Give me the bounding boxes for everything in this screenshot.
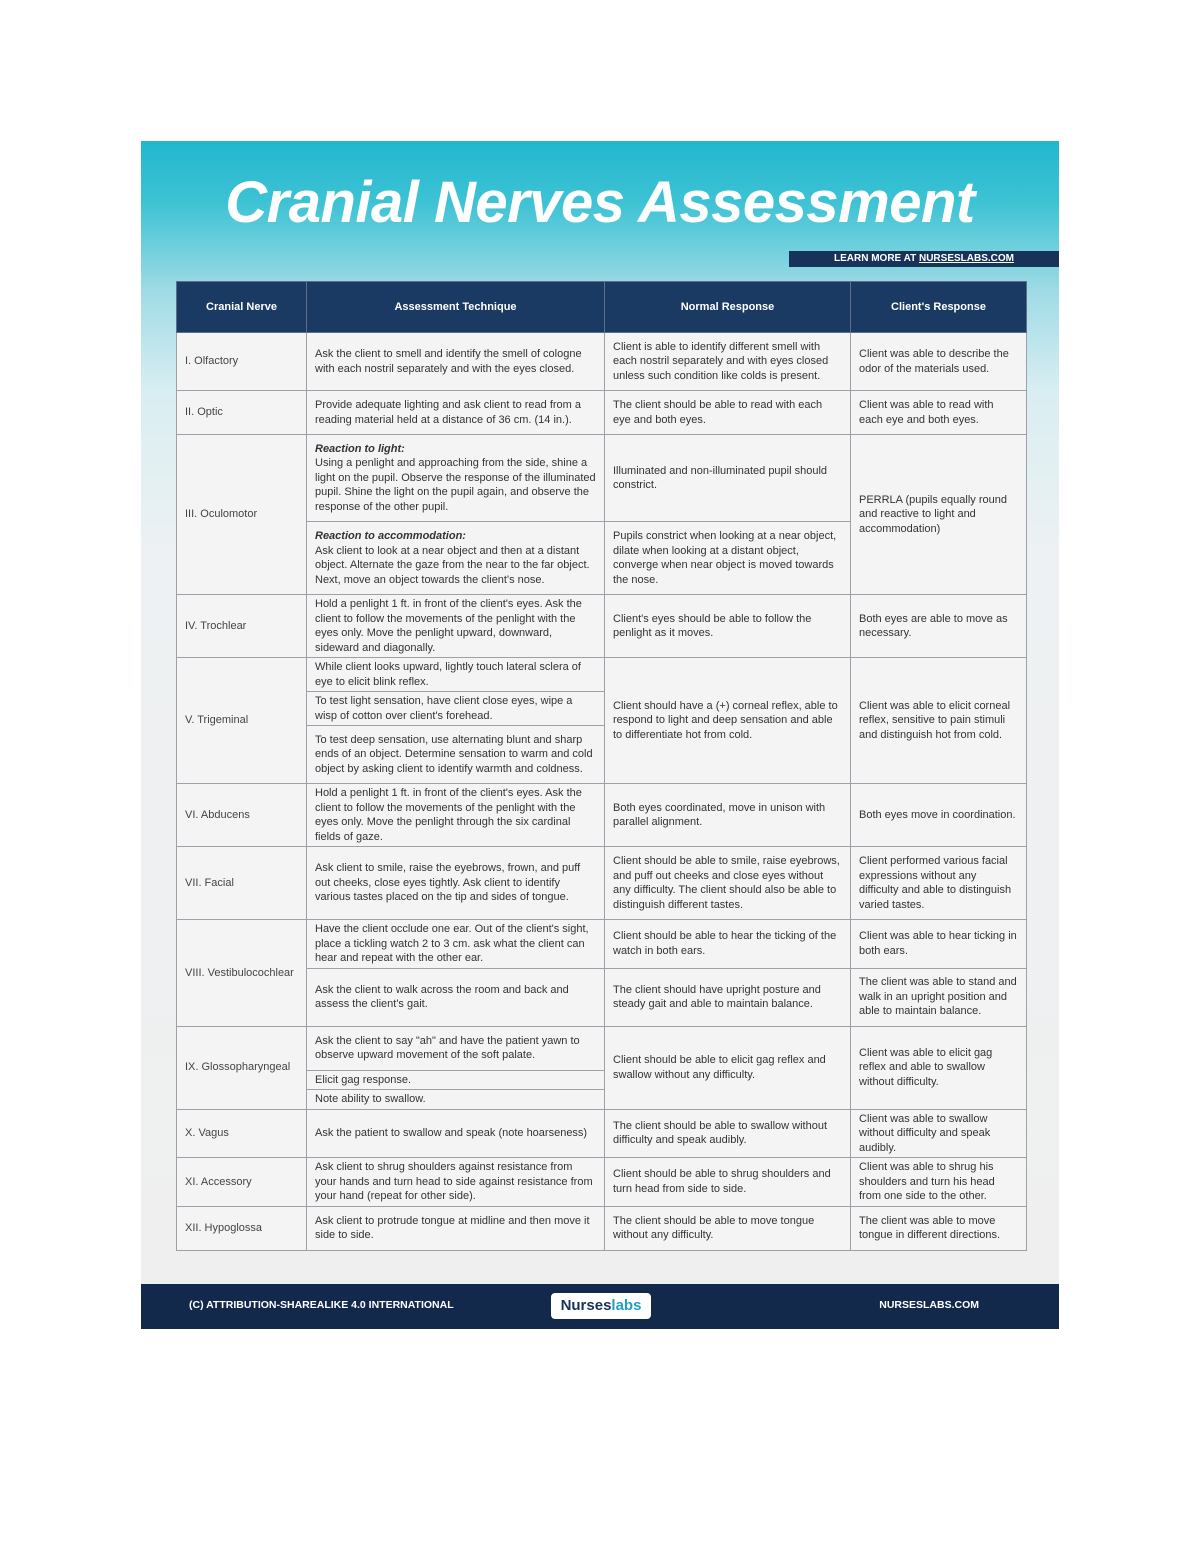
technique-cell: Have the client occlude one ear. Out of the client's sight, place a tickling watch 2 to 3 cm. ask what the client can hear and repeat with the other ear. [307, 920, 605, 969]
nerve-name: XI. Accessory [177, 1158, 307, 1207]
technique-cell: Hold a penlight 1 ft. in front of the client's eyes. Ask the client to follow the movements of the penlight with the eyes only. Move the penlight through the six cardinal fields of gaze. [307, 784, 605, 847]
technique-cell: To test light sensation, have client close eyes, wipe a wisp of cotton over client's forehead. [307, 692, 605, 726]
technique-text: Ask client to look at a near object and then at a distant object. Alternate the gaze from the near to the far object. Next, move an object towards the client's nose. [315, 544, 590, 586]
normal-response-cell: The client should be able to move tongue without any difficulty. [605, 1206, 851, 1250]
normal-response-cell: Client should be able to shrug shoulders and turn head from side to side. [605, 1158, 851, 1207]
nerve-name: XII. Hypoglossa [177, 1206, 307, 1250]
nerve-name: V. Trigeminal [177, 658, 307, 784]
nerve-name: IV. Trochlear [177, 595, 307, 658]
technique-cell: Note ability to swallow. [307, 1090, 605, 1110]
table-row [177, 1158, 1027, 1207]
normal-response-cell: Client should be able to smile, raise eyebrows, and puff out cheeks and close eyes without any difficulty. The client should also be able to distinguish different tastes. [605, 847, 851, 920]
client-response-cell: PERRLA (pupils equally round and reactive to light and accommodation) [851, 435, 1027, 595]
table-row [177, 658, 1027, 692]
client-response-cell: Client was able to read with each eye and both eyes. [851, 391, 1027, 435]
normal-response-cell: Pupils constrict when looking at a near object, dilate when looking at a distant object, converge when near object is moved towards the nose. [605, 522, 851, 595]
technique-subheading: Reaction to light: [315, 442, 405, 455]
nerve-name: III. Oculomotor [177, 435, 307, 595]
client-response-cell: Client performed various facial expressions without any difficulty and able to distinguish varied tastes. [851, 847, 1027, 920]
nerve-name: VII. Facial [177, 847, 307, 920]
table-row [177, 435, 1027, 522]
nurseslabs-logo[interactable] [551, 1293, 651, 1319]
technique-cell: Elicit gag response. [307, 1070, 605, 1090]
technique-cell: Ask client to protrude tongue at midline and then move it side to side. [307, 1206, 605, 1250]
cranial-nerves-table [176, 281, 1027, 1251]
nerve-name: X. Vagus [177, 1109, 307, 1158]
table-row [177, 920, 1027, 969]
technique-cell: Hold a penlight 1 ft. in front of the client's eyes. Ask the client to follow the movements of the penlight with the eyes only. Move the penlight upward, downward, sideward and diagonally. [307, 595, 605, 658]
nerve-name: I. Olfactory [177, 333, 307, 391]
client-response-cell: Both eyes move in coordination. [851, 784, 1027, 847]
technique-subheading: Reaction to accommodation: [315, 530, 466, 542]
column-header: Client's Response [851, 282, 1027, 333]
normal-response-cell: Client's eyes should be able to follow the penlight as it moves. [605, 595, 851, 658]
client-response-cell: Client was able to swallow without difficulty and speak audibly. [851, 1109, 1027, 1158]
footer-bar [141, 1284, 1059, 1329]
license-text: (C) ATTRIBUTION-SHAREALIKE 4.0 INTERNATIONAL [189, 1299, 454, 1311]
footer-site-link[interactable]: NURSESLABS.COM [879, 1299, 979, 1311]
column-header: Cranial Nerve [177, 282, 307, 333]
normal-response-cell: Both eyes coordinated, move in unison with parallel alignment. [605, 784, 851, 847]
normal-response-cell: Illuminated and non-illuminated pupil should constrict. [605, 435, 851, 522]
client-response-cell: Client was able to elicit corneal reflex, sensitive to pain stimuli and distinguish hot from cold. [851, 658, 1027, 784]
table-row [177, 1026, 1027, 1070]
logo-wordmark [553, 1295, 649, 1317]
logo-part-labs: labs [611, 1297, 642, 1314]
normal-response-cell: Client should have a (+) corneal reflex, able to respond to light and deep sensation and able to differentiate hot from cold. [605, 658, 851, 784]
technique-cell: Ask the client to smell and identify the smell of cologne with each nostril separately and with the eyes closed. [307, 333, 605, 391]
table-row [177, 391, 1027, 435]
nerve-name: II. Optic [177, 391, 307, 435]
technique-cell: To test deep sensation, use alternating blunt and sharp ends of an object. Determine sensation to warm and cold object by asking client to identify warmth and coldness. [307, 726, 605, 784]
normal-response-cell: The client should be able to swallow without difficulty and speak audibly. [605, 1109, 851, 1158]
technique-cell: Ask client to smile, raise the eyebrows, frown, and puff out cheeks, close eyes tightly. Ask client to identify various tastes placed on the tip and sides of tongue. [307, 847, 605, 920]
learn-more-prefix: LEARN MORE AT [833, 253, 919, 264]
client-response-cell: Client was able to elicit gag reflex and able to swallow without difficulty. [851, 1026, 1027, 1109]
technique-cell [307, 522, 605, 595]
table-header-row [177, 282, 1027, 333]
normal-response-cell: Client should be able to hear the ticking of the watch in both ears. [605, 920, 851, 969]
client-response-cell: Client was able to hear ticking in both ears. [851, 920, 1027, 969]
client-response-cell: Client was able to shrug his shoulders and turn his head from one side to the other. [851, 1158, 1027, 1207]
normal-response-cell: The client should have upright posture and steady gait and able to maintain balance. [605, 968, 851, 1026]
table-row [177, 1109, 1027, 1158]
learn-more-banner[interactable] [789, 251, 1059, 267]
column-header: Normal Response [605, 282, 851, 333]
nerve-name: VIII. Vestibulocochlear [177, 920, 307, 1027]
logo-part-nurses: Nurses [560, 1297, 612, 1314]
technique-cell: Provide adequate lighting and ask client to read from a reading material held at a distance of 36 cm. (14 in.). [307, 391, 605, 435]
table-row [177, 333, 1027, 391]
table-row [177, 784, 1027, 847]
page-title: Cranial Nerves Assessment [225, 170, 975, 235]
technique-cell [307, 435, 605, 522]
normal-response-cell: Client should be able to elicit gag reflex and swallow without any difficulty. [605, 1026, 851, 1109]
technique-cell: Ask the client to say "ah" and have the patient yawn to observe upward movement of the soft palate. [307, 1026, 605, 1070]
client-response-cell: The client was able to stand and walk in an upright position and able to maintain balance. [851, 968, 1027, 1026]
technique-cell: Ask the patient to swallow and speak (note hoarseness) [307, 1109, 605, 1158]
client-response-cell: Both eyes are able to move as necessary. [851, 595, 1027, 658]
technique-cell: While client looks upward, lightly touch lateral sclera of eye to elicit blink reflex. [307, 658, 605, 692]
technique-cell: Ask the client to walk across the room and back and assess the client's gait. [307, 968, 605, 1026]
normal-response-cell: Client is able to identify different smell with each nostril separately and with eyes closed unless such condition like colds is present. [605, 333, 851, 391]
nerve-name: VI. Abducens [177, 784, 307, 847]
cheat-sheet [141, 141, 1059, 1329]
table-row [177, 847, 1027, 920]
technique-cell: Ask client to shrug shoulders against resistance from your hands and turn head to side against resistance from your hand (repeat for other side). [307, 1158, 605, 1207]
normal-response-cell: The client should be able to read with each eye and both eyes. [605, 391, 851, 435]
technique-text: Using a penlight and approaching from the side, shine a light on the pupil. Observe the response of the illuminated pupil. Shine the light on the pupil again, and observe the response of the other pupil. [315, 457, 596, 513]
column-header: Assessment Technique [307, 282, 605, 333]
table-row [177, 595, 1027, 658]
nerve-name: IX. Glossopharyngeal [177, 1026, 307, 1109]
learn-more-link[interactable]: NURSESLABS.COM [918, 253, 1014, 264]
client-response-cell: The client was able to move tongue in different directions. [851, 1206, 1027, 1250]
client-response-cell: Client was able to describe the odor of the materials used. [851, 333, 1027, 391]
table-row [177, 1206, 1027, 1250]
